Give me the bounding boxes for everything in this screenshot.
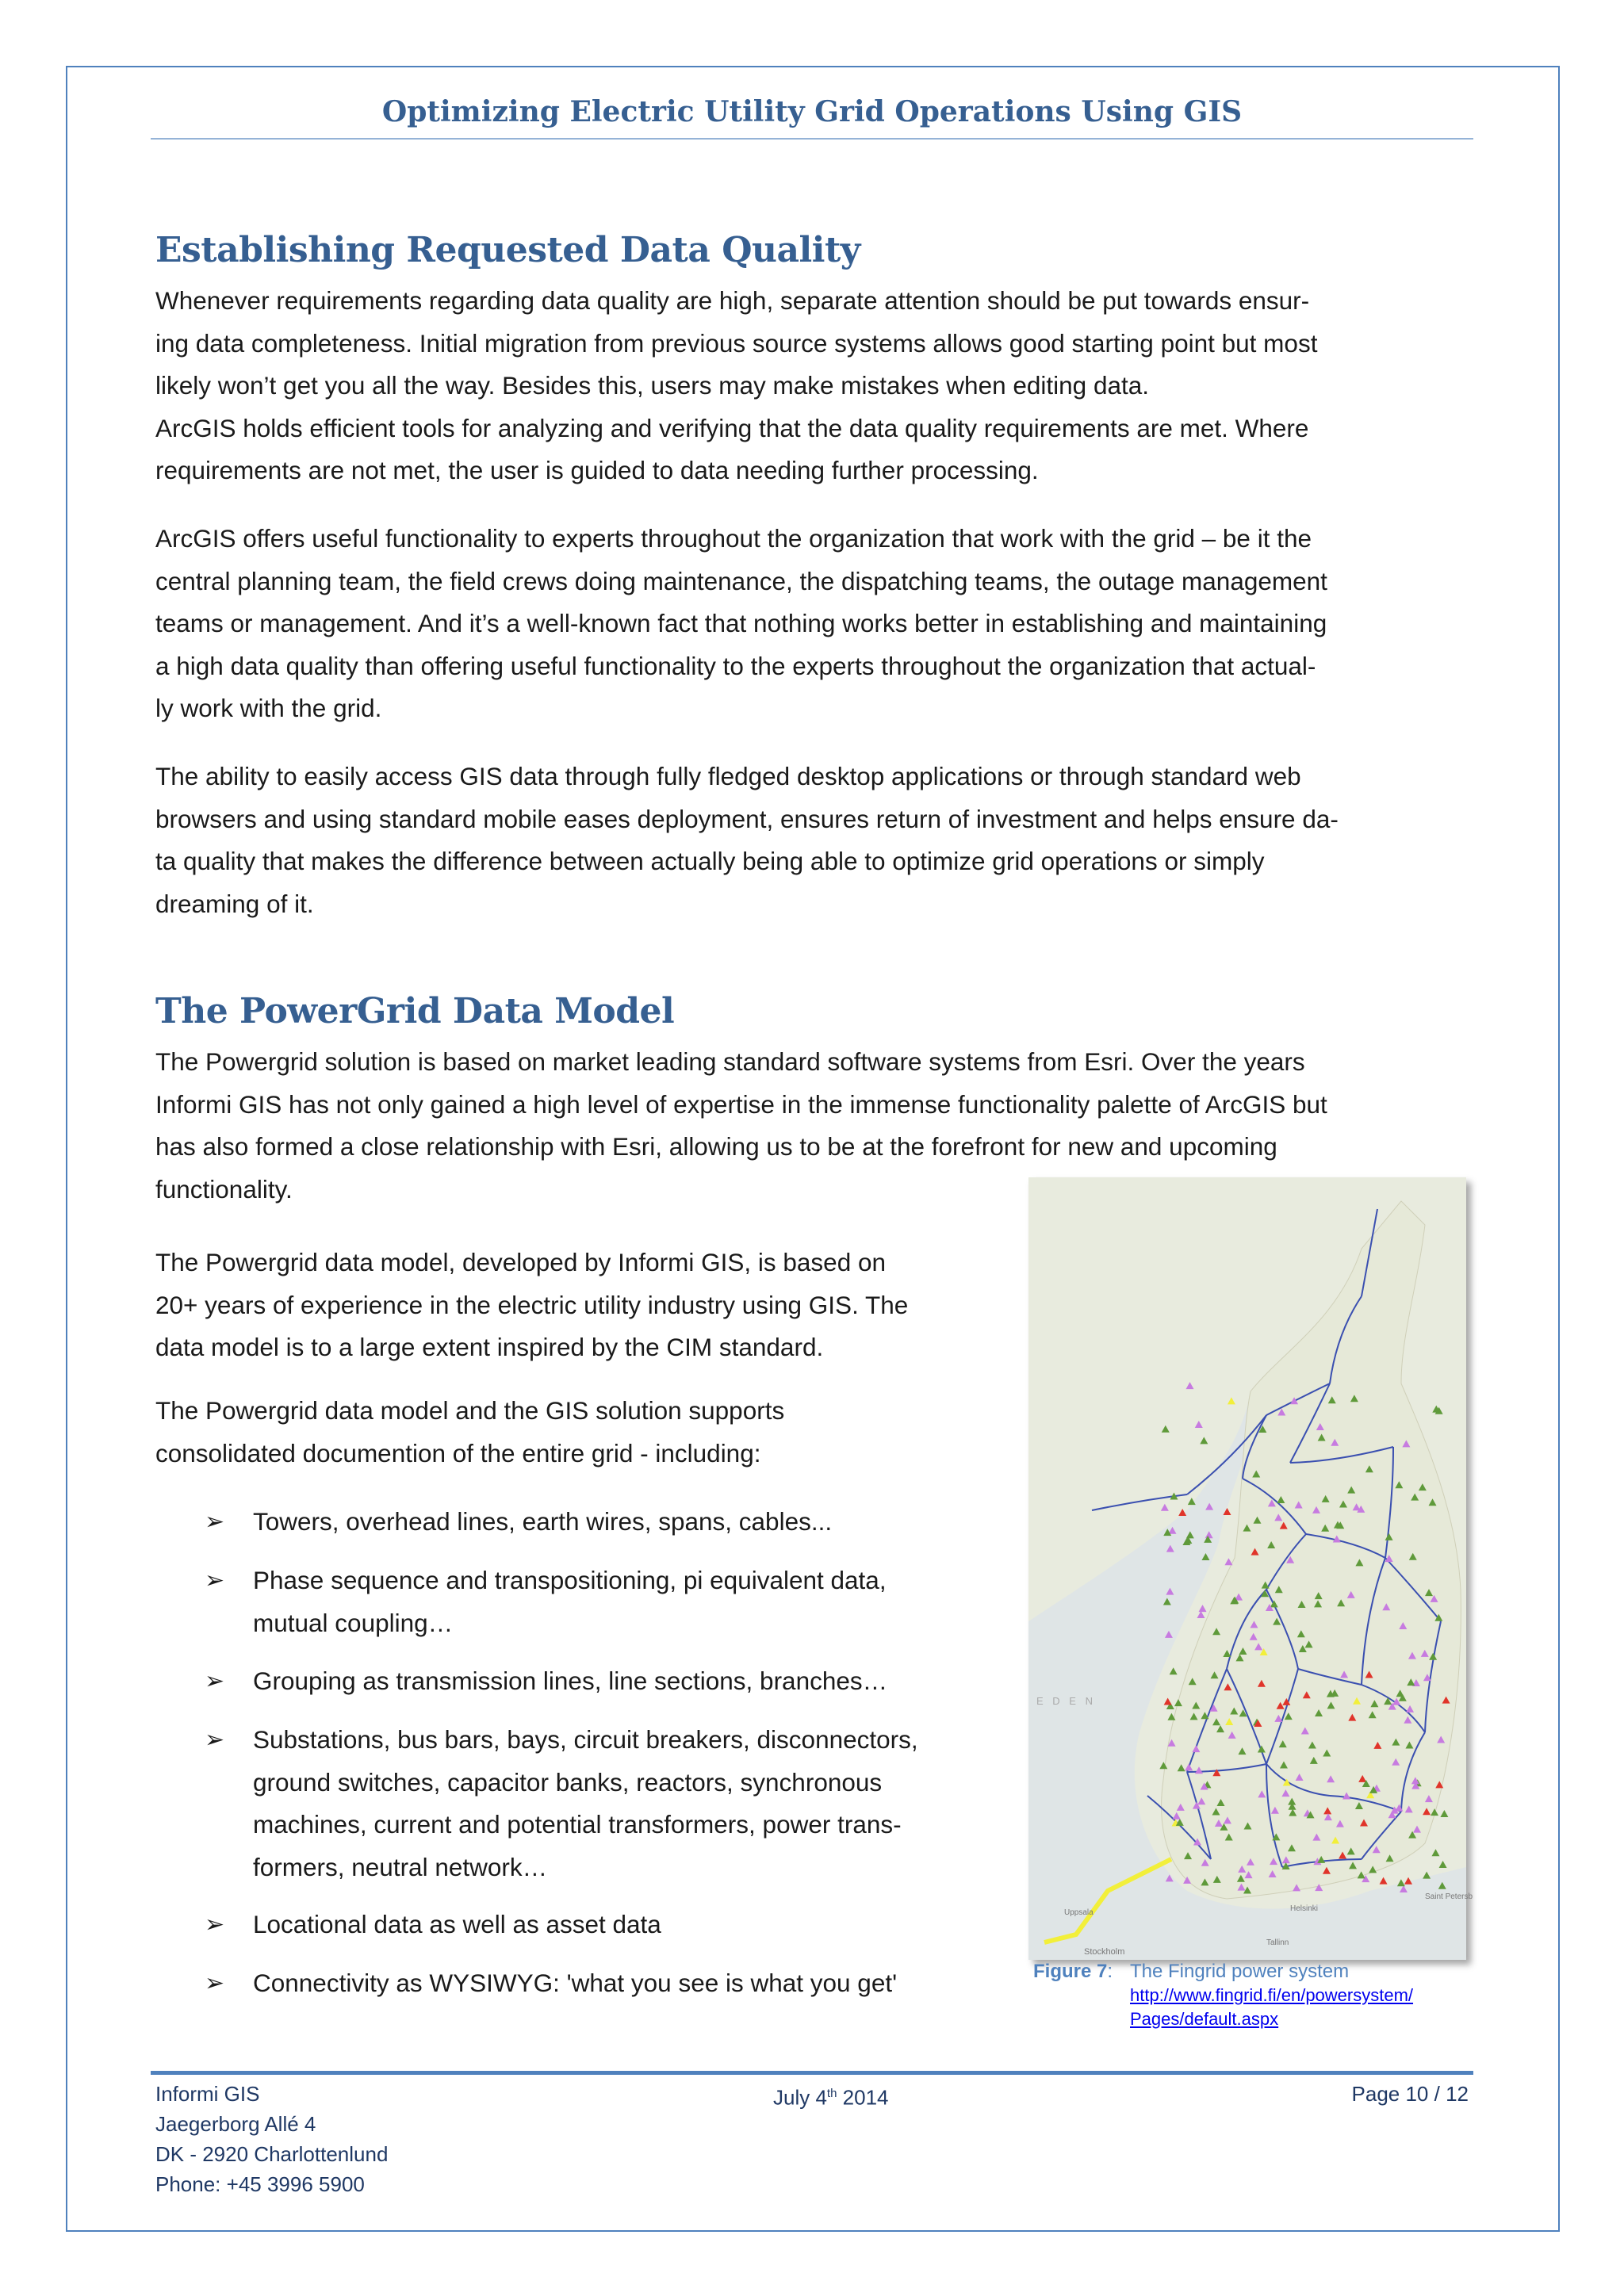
text-line: The Powergrid solution is based on market leading standard software systems from Esri. Over the years [155, 1047, 1305, 1076]
text-line: a high data quality than offering useful functionality to the experts throughout the organization that actual- [155, 651, 1316, 680]
text-line: 20+ years of experience in the electric utility industry using GIS. The [155, 1290, 909, 1319]
footer-page-number: Page 10 / 12 [1351, 2082, 1469, 2106]
text-line: The Powergrid data model, developed by Informi GIS, is based on [155, 1248, 887, 1276]
bullet-item [205, 1719, 918, 1888]
bullet-item [205, 1904, 661, 1946]
arrowhead-bullet-icon: ➢ [205, 1726, 225, 1754]
bullet-text-line: Grouping as transmission lines, line sections, branches… [253, 1667, 888, 1695]
map-label-saint-petersburg: Saint Petersb [1425, 1892, 1473, 1901]
footer-date: July 4th 2014 [773, 2085, 889, 2110]
bullet-text-line: Substations, bus bars, bays, circuit breakers, disconnectors, [253, 1725, 918, 1754]
bullet-item [205, 1660, 887, 1703]
text-line: dreaming of it. [155, 889, 314, 918]
section-heading-data-model: The PowerGrid Data Model [155, 991, 675, 1031]
arrowhead-bullet-icon: ➢ [205, 1508, 225, 1536]
footer-phone: Phone: +45 3996 5900 [155, 2172, 365, 2196]
footer-address [155, 2079, 388, 2199]
text-line: consolidated documention of the entire grid - including: [155, 1438, 761, 1468]
figure-source-link[interactable]: http://www.fingrid.fi/en/powersystem/ [1130, 1985, 1414, 2005]
paragraph [155, 1242, 908, 1369]
map-label-stockholm: Stockholm [1084, 1947, 1125, 1957]
bullet-item [205, 1962, 897, 2005]
bullet-text-line: formers, neutral network… [253, 1852, 548, 1881]
figure-label: Figure 7: [1033, 1961, 1113, 1982]
paragraph [155, 280, 1317, 492]
footer-street: Jaegerborg Allé 4 [155, 2112, 316, 2136]
header-rule [151, 138, 1473, 140]
bullet-text-line: Phase sequence and transpositioning, pi equivalent data, [253, 1566, 887, 1594]
text-line: likely won’t get you all the way. Besides this, users may make mistakes when editing data. [155, 371, 1150, 400]
running-header-title: Optimizing Electric Utility Grid Operations Using GIS [381, 95, 1243, 128]
bullet-text-line: Connectivity as WYSIWYG: 'what you see is what you get' [253, 1969, 898, 1997]
text-line: data model is to a large extent inspired by the CIM standard. [155, 1333, 824, 1361]
text-line: teams or management. And it’s a well-known fact that nothing works better in establishing and maintaining [155, 609, 1327, 637]
text-line: The ability to easily access GIS data through fully fledged desktop applications or through standard web [155, 762, 1301, 790]
text-line: ing data completeness. Initial migration from previous source systems allows good starting point but most [155, 328, 1318, 358]
text-line: The Powergrid data model and the GIS solution supports [155, 1396, 785, 1425]
footer-city: DK - 2920 Charlottenlund [155, 2142, 389, 2166]
text-line: functionality. [155, 1174, 293, 1203]
map-label-sweden: E D E N [1036, 1695, 1096, 1707]
paragraph [155, 756, 1339, 925]
text-line: Informi GIS has not only gained a high level of expertise in the immense functionality palette of ArcGIS but [155, 1089, 1327, 1119]
bullet-text-line: ground switches, capacitor banks, reactors, synchronous [253, 1767, 883, 1797]
footer-rule [151, 2071, 1473, 2075]
figure-source-link-cont[interactable]: Pages/default.aspx [1130, 2009, 1279, 2029]
arrowhead-bullet-icon: ➢ [205, 1911, 225, 1938]
bullet-item [205, 1559, 887, 1644]
bullet-text-line: Locational data as well as asset data [253, 1910, 661, 1938]
fingrid-power-system-map [1028, 1177, 1473, 1960]
text-line: ArcGIS holds efficient tools for analyzing and verifying that the data quality requirements are met. Where [155, 413, 1309, 442]
figure-title: The Fingrid power system [1130, 1961, 1350, 1982]
arrowhead-bullet-icon: ➢ [205, 1567, 225, 1594]
paragraph [155, 518, 1327, 730]
text-line: has also formed a close relationship with Esri, allowing us to be at the forefront for new and upcoming [155, 1132, 1277, 1161]
arrowhead-bullet-icon: ➢ [205, 1969, 225, 1997]
map-label-tallinn: Tallinn [1266, 1938, 1289, 1947]
bullet-item [205, 1501, 832, 1544]
section-heading-data-quality: Establishing Requested Data Quality [155, 230, 860, 270]
text-line: ta quality that makes the difference between actually being able to optimize grid operations or simply [155, 847, 1265, 875]
arrowhead-bullet-icon: ➢ [205, 1667, 225, 1695]
bullet-text-line: machines, current and potential transformers, power trans- [253, 1810, 902, 1839]
text-line: browsers and using standard mobile eases deployment, ensures return of investment and helps ensure da- [155, 804, 1339, 833]
bullet-text-line: Towers, overhead lines, earth wires, spans, cables... [253, 1507, 833, 1536]
text-line: Whenever requirements regarding data quality are high, separate attention should be put towards ensur- [155, 286, 1310, 315]
paragraph [155, 1390, 784, 1475]
map-label-helsinki: Helsinki [1290, 1904, 1319, 1913]
map-label-uppsala: Uppsala [1064, 1908, 1094, 1917]
bullet-text-line: mutual coupling… [253, 1608, 454, 1637]
text-line: ArcGIS offers useful functionality to experts throughout the organization that work with the grid – be it the [155, 524, 1312, 553]
text-line: central planning team, the field crews doing maintenance, the dispatching teams, the outage management [155, 566, 1327, 595]
text-line: requirements are not met, the user is guided to data needing further processing. [155, 456, 1039, 484]
footer-company: Informi GIS [155, 2082, 260, 2106]
text-line: ly work with the grid. [155, 694, 382, 722]
